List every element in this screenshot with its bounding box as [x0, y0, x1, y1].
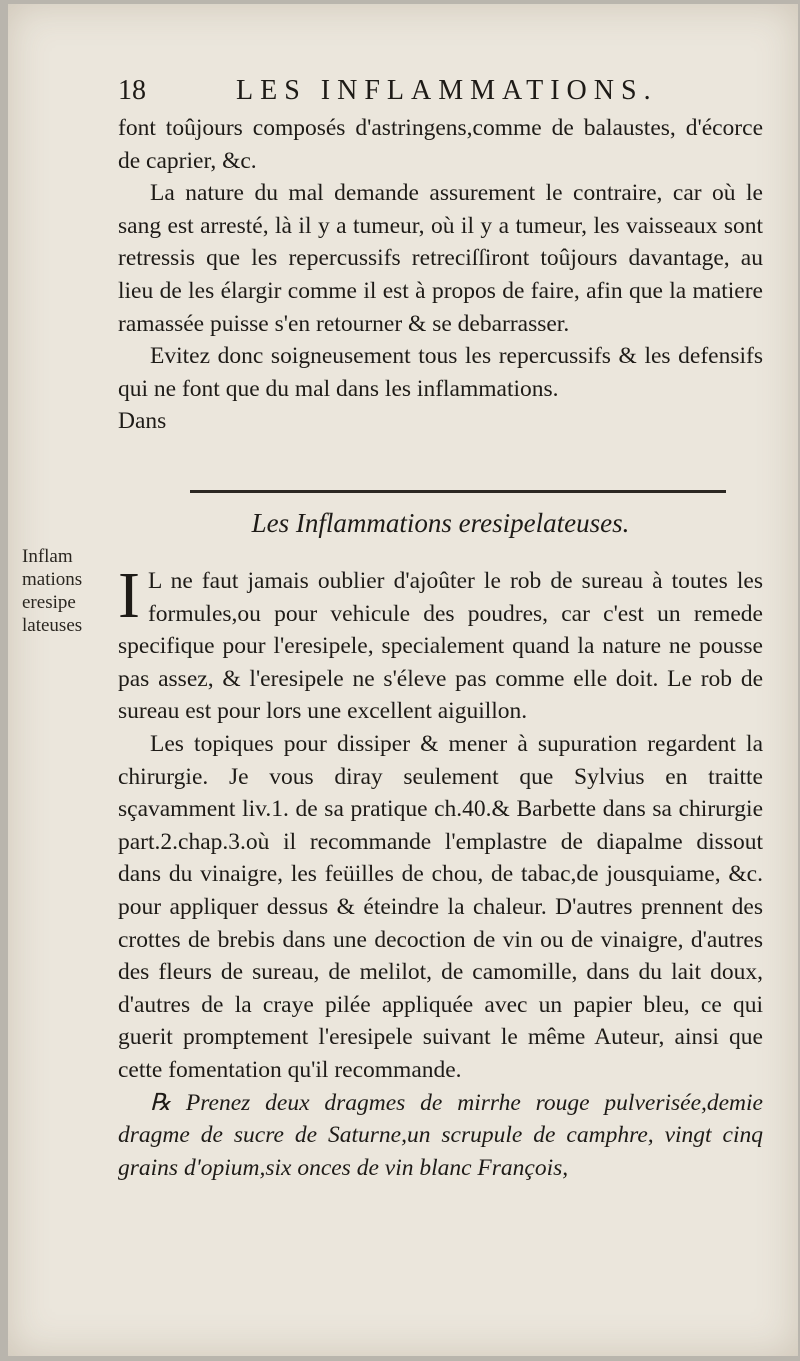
paragraph: La nature du mal demande assurement le contraire, car où le sang est arresté, là il y a tumeur, où il y a tumeur, les vaisseaux sont retressis que les repercussifs retreciſſiront toûjours davantage, au lieu de les élargir comme il est à propos de faire, afin que la matiere ramassée puisse s'en retourner & se debarrasser. [118, 180, 763, 337]
catchword: Dans [118, 408, 167, 435]
paragraph: L ne faut jamais oublier d'ajoûter le rob de sureau à toutes les formules,ou pour vehicule des poudres, car c'est un remede specifique pour l'eresipele, specialement quand la nature ne pousse pas assez, & l'eresipele ne s'éleve pas comme elle doit. Le rob de sureau est pour lors une excellent aiguillon. [118, 568, 763, 725]
section-1-text [118, 112, 763, 438]
prescription: ℞ Prenez deux dragmes de mirrhe rouge pulverisée,demie dragme de sucre de Saturne,un scrupule de camphre, vingt cinq grains d'opium,six onces de vin blanc François, [118, 1089, 763, 1181]
section-2-text [118, 559, 763, 1184]
margin-line: mations [22, 569, 83, 590]
page-number: 18 [118, 75, 146, 106]
margin-note [22, 545, 112, 637]
section-divider [190, 490, 726, 493]
paragraph: font toûjours composés d'astringens,comme de balaustes, d'écorce de caprier, &c. [118, 115, 763, 174]
paragraph: Les topiques pour dissiper & mener à supuration regardent la chirurgie. Je vous diray seulement que Sylvius en traitte sçavamment liv.1. de sa pratique ch.40.& Barbette dans sa chirurgie part.2.chap.3.où il recommande l'emplastre de diapalme dissout dans du vinaigre, les feüilles de chou, de tabac,de jousquiame, &c. pour appliquer dessus & éteindre la chaleur. D'autres prennent des crottes de brebis dans une decoction de vin ou de vinaigre, d'autres des fleurs de sureau, de melilot, de camomille, dans du lait doux, d'autres de la craye pilée appliquée avec un papier bleu, ce qui guerit promptement l'eresipele suivant le même Auteur, ainsi que cette fomentation qu'il recommande. [118, 730, 763, 1083]
margin-line: lateuses [22, 615, 83, 636]
running-title: LES INFLAMMATIONS. [236, 75, 658, 106]
drop-cap: I [118, 559, 140, 632]
running-header [118, 75, 763, 109]
paragraph: Evitez donc soigneusement tous les repercussifs & les defensifs qui ne font que du mal dans les inflammations. [118, 343, 763, 402]
section-title: Les Inflammations eresipelateuses. [251, 508, 630, 538]
margin-line: Inflam [22, 546, 73, 567]
margin-line: eresipe [22, 592, 76, 613]
